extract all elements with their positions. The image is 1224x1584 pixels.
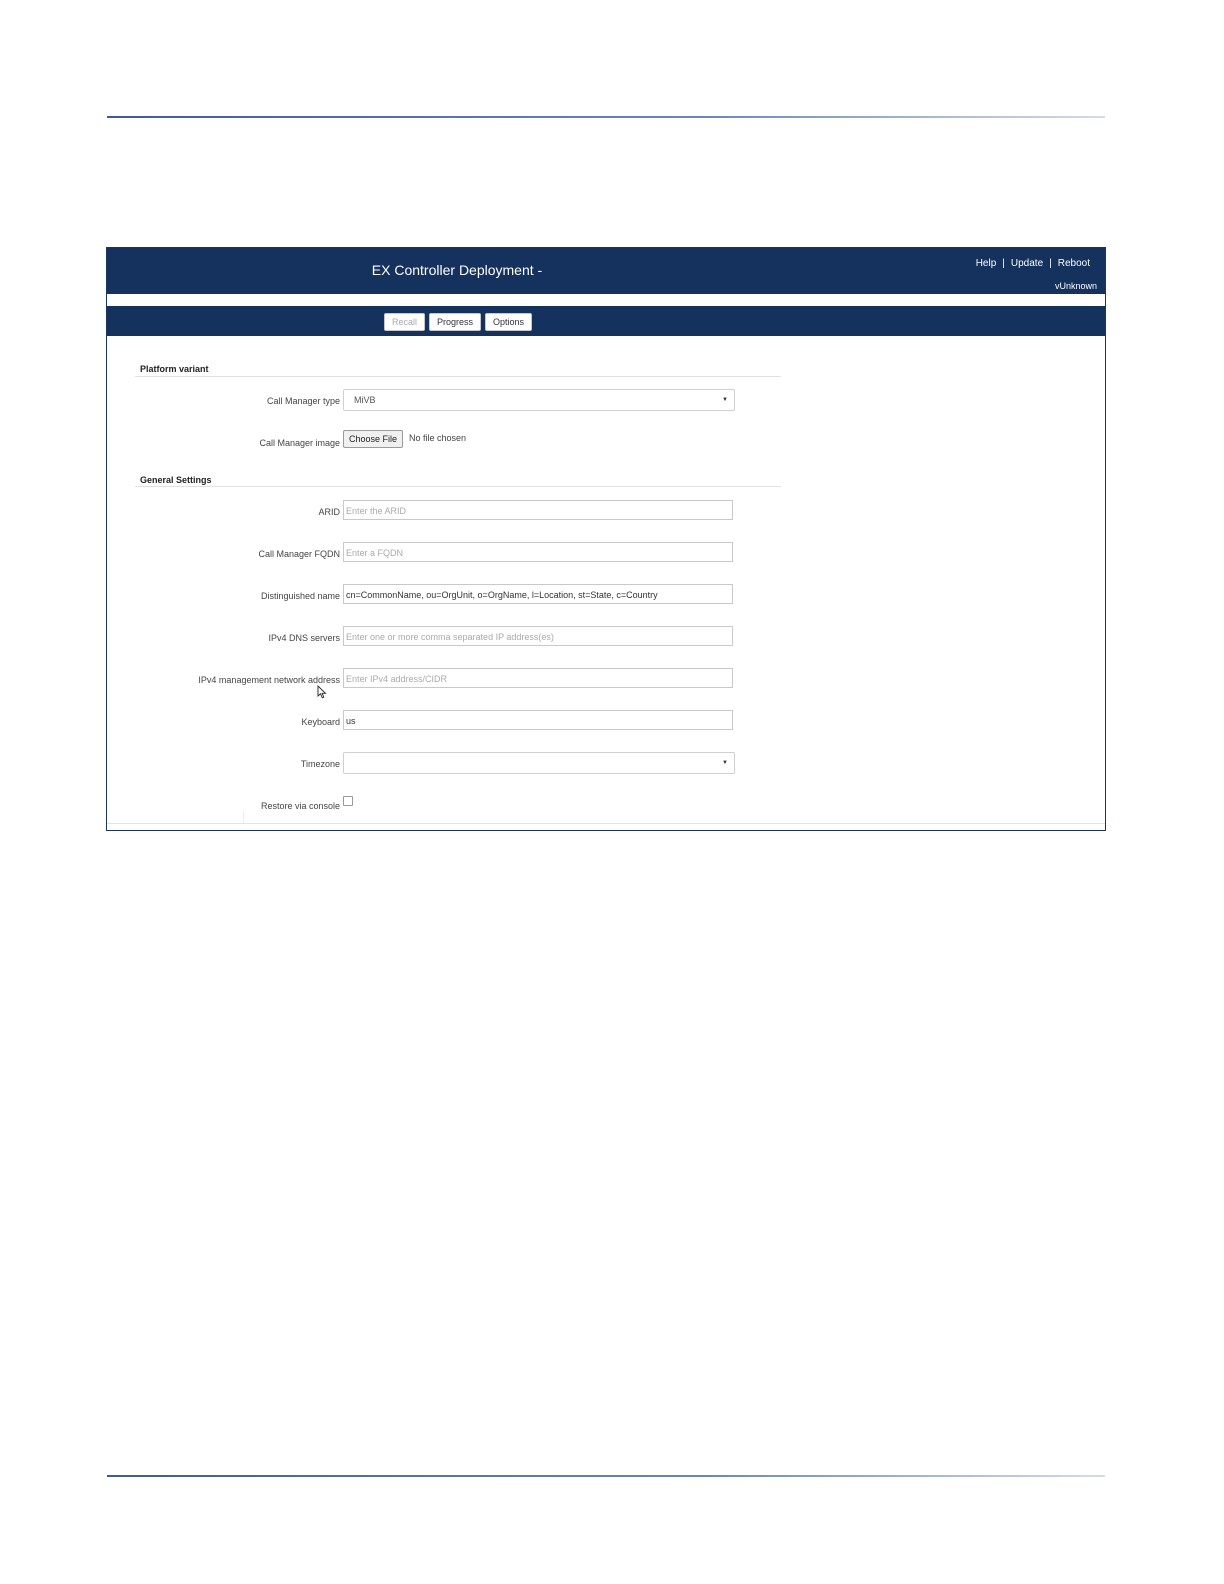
caret-down-icon: ▼ — [722, 397, 728, 403]
update-link[interactable]: Update — [1010, 258, 1044, 269]
dns-servers-input[interactable]: Enter one or more comma separated IP address(es) — [343, 626, 733, 646]
help-link[interactable]: Help — [975, 258, 997, 269]
recall-button[interactable]: Recall — [384, 313, 425, 331]
header-links — [976, 258, 1090, 269]
call-manager-type-select[interactable] — [343, 389, 735, 411]
fqdn-label: Call Manager FQDN — [258, 549, 340, 559]
reboot-link[interactable]: Reboot — [1057, 258, 1090, 269]
nav-buttons — [384, 313, 532, 331]
mgmt-address-label: IPv4 management network address — [198, 675, 340, 685]
call-manager-type-value: MiVB — [354, 395, 376, 405]
bottom-divider — [107, 823, 1105, 824]
section-title-platform-variant: Platform variant — [140, 364, 209, 374]
bottom-divider — [243, 811, 244, 823]
page-top-rule — [107, 116, 1105, 118]
dns-servers-label: IPv4 DNS servers — [268, 633, 340, 643]
call-manager-image-label: Call Manager image — [259, 438, 340, 448]
keyboard-input[interactable]: us — [343, 710, 733, 730]
file-status-text: No file chosen — [409, 433, 467, 443]
restore-console-checkbox[interactable] — [343, 796, 353, 806]
restore-console-label: Restore via console — [260, 801, 340, 811]
progress-button[interactable]: Progress — [429, 313, 481, 331]
link-separator: | — [1002, 258, 1005, 269]
section-title-general-settings: General Settings — [140, 475, 212, 485]
section-divider — [135, 486, 781, 487]
fqdn-input[interactable]: Enter a FQDN — [343, 542, 733, 562]
section-divider — [135, 376, 781, 377]
arid-input[interactable]: Enter the ARID — [343, 500, 733, 520]
caret-down-icon: ▼ — [722, 760, 728, 766]
page-title: EX Controller Deployment - — [371, 262, 543, 278]
choose-file-button[interactable]: Choose File — [343, 430, 403, 448]
keyboard-label: Keyboard — [301, 717, 340, 727]
mouse-pointer-icon — [317, 685, 327, 704]
version-label: vUnknown — [1054, 281, 1097, 291]
header-gap — [107, 294, 1105, 306]
link-separator: | — [1049, 258, 1052, 269]
arid-label: ARID — [318, 507, 340, 517]
nav-bar — [107, 306, 1105, 336]
timezone-select[interactable] — [343, 752, 735, 774]
page-bottom-rule — [107, 1475, 1105, 1477]
distinguished-name-label: Distinguished name — [260, 591, 340, 601]
distinguished-name-input[interactable]: cn=CommonName, ou=OrgUnit, o=OrgName, l=Location, st=State, c=Country — [343, 584, 733, 604]
app-screenshot — [106, 247, 1106, 831]
timezone-label: Timezone — [300, 759, 340, 769]
call-manager-type-label: Call Manager type — [266, 396, 340, 406]
mgmt-address-input[interactable]: Enter IPv4 address/CIDR — [343, 668, 733, 688]
header-banner — [107, 248, 1105, 294]
options-button[interactable]: Options — [485, 313, 532, 331]
